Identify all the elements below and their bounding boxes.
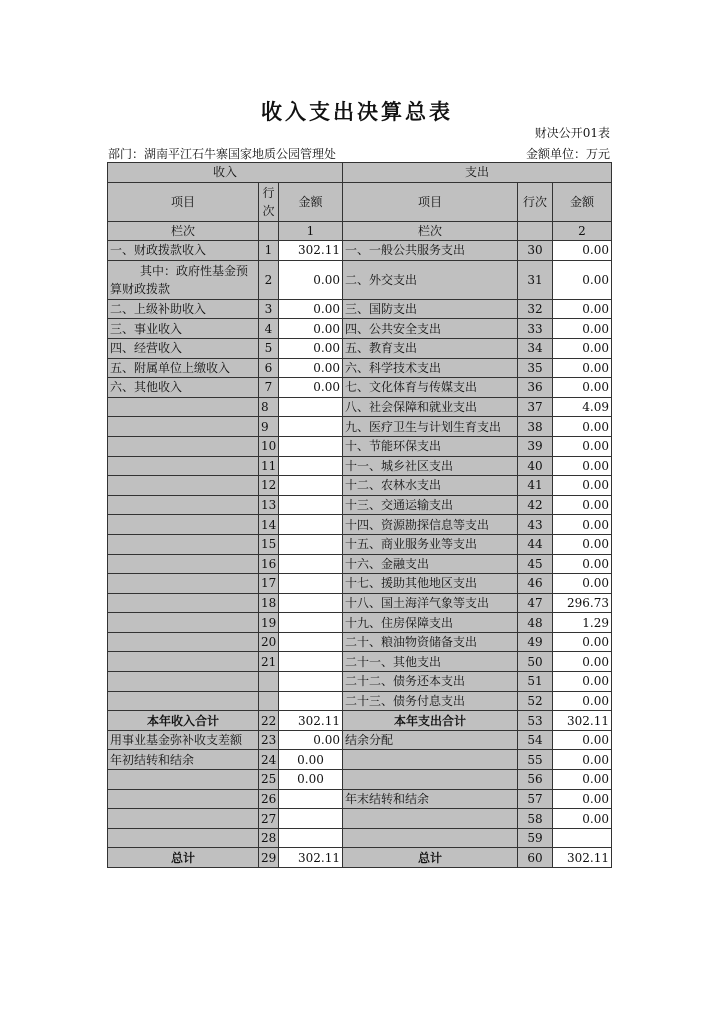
income-amount (279, 789, 343, 809)
table-row (108, 338, 612, 358)
income-amount: 0.00 (279, 770, 343, 790)
income-amount (279, 574, 343, 594)
expense-amount: 0.00 (553, 515, 612, 535)
expense-line-no: 40 (518, 456, 553, 476)
expense-line-no: 35 (518, 358, 553, 378)
expense-item: 十三、交通运输支出 (343, 495, 518, 515)
expense-amount: 1.29 (553, 613, 612, 633)
income-amount: 0.00 (279, 378, 343, 398)
expense-amount: 0.00 (553, 319, 612, 339)
expense-line-no: 30 (518, 241, 553, 261)
income-line-no: 2 (259, 260, 279, 299)
income-amount (279, 534, 343, 554)
income-amount-header: 金额 (279, 182, 343, 221)
income-amount (279, 515, 343, 535)
income-item (108, 652, 259, 672)
expense-item: 年末结转和结余 (343, 789, 518, 809)
expense-line-no: 31 (518, 260, 553, 299)
blank-cell (518, 221, 553, 241)
expense-amount-header: 金额 (553, 182, 612, 221)
income-amount (279, 397, 343, 417)
income-item: 其中：政府性基金预算财政拨款 (108, 260, 259, 299)
income-line-no: 5 (259, 338, 279, 358)
table-row (108, 711, 612, 731)
income-amount (279, 456, 343, 476)
expense-item: 二十二、债务还本支出 (343, 672, 518, 692)
income-item (108, 476, 259, 496)
expense-amount: 0.00 (553, 241, 612, 261)
income-line-no-header: 行次 (259, 182, 279, 221)
expense-line-no: 47 (518, 593, 553, 613)
income-item (108, 632, 259, 652)
table-row (108, 828, 612, 848)
table-row (108, 554, 612, 574)
expense-amount: 0.00 (553, 358, 612, 378)
income-item (108, 397, 259, 417)
income-amount (279, 632, 343, 652)
expense-line-no: 50 (518, 652, 553, 672)
expense-item (343, 750, 518, 770)
expense-item (343, 828, 518, 848)
income-line-no: 21 (259, 652, 279, 672)
income-item (108, 672, 259, 692)
expense-line-no: 56 (518, 770, 553, 790)
income-line-no: 9 (259, 417, 279, 437)
expense-amount: 0.00 (553, 378, 612, 398)
income-amount (279, 436, 343, 456)
expense-item: 一、一般公共服务支出 (343, 241, 518, 261)
form-number: 财决公开01表 (534, 126, 610, 140)
expense-item: 十一、城乡社区支出 (343, 456, 518, 476)
expense-line-no: 58 (518, 809, 553, 829)
expense-amount: 0.00 (553, 632, 612, 652)
expense-item: 八、社会保障和就业支出 (343, 397, 518, 417)
expense-item: 总计 (343, 848, 518, 868)
income-item (108, 613, 259, 633)
table-row (108, 730, 612, 750)
income-amount: 302.11 (279, 241, 343, 261)
expense-item: 二十三、债务付息支出 (343, 691, 518, 711)
expense-line-no: 55 (518, 750, 553, 770)
expense-amount: 0.00 (553, 476, 612, 496)
income-line-no: 12 (259, 476, 279, 496)
income-amount: 302.11 (279, 848, 343, 868)
expense-item: 二、外交支出 (343, 260, 518, 299)
table-row (108, 574, 612, 594)
blank-cell (259, 221, 279, 241)
expense-amount: 296.73 (553, 593, 612, 613)
table-row (108, 534, 612, 554)
amount-unit-label: 金额单位：万元 (525, 147, 610, 161)
income-amount: 0.00 (279, 730, 343, 750)
table-row (108, 848, 612, 868)
income-item (108, 456, 259, 476)
income-amount (279, 593, 343, 613)
income-item (108, 574, 259, 594)
table-row (108, 495, 612, 515)
income-header: 收入 (108, 163, 343, 183)
expense-line-no: 34 (518, 338, 553, 358)
income-line-no: 8 (259, 397, 279, 417)
expense-line-no: 37 (518, 397, 553, 417)
income-line-no: 14 (259, 515, 279, 535)
expense-item: 十、节能环保支出 (343, 436, 518, 456)
expense-item: 十八、国土海洋气象等支出 (343, 593, 518, 613)
income-line-no: 3 (259, 299, 279, 319)
income-line-no: 16 (259, 554, 279, 574)
income-line-no: 28 (259, 828, 279, 848)
income-item (108, 770, 259, 790)
income-item (108, 515, 259, 535)
expense-amount (553, 828, 612, 848)
expense-line-no: 60 (518, 848, 553, 868)
expense-line-no: 32 (518, 299, 553, 319)
income-line-no: 7 (259, 378, 279, 398)
income-amount (279, 495, 343, 515)
expense-line-no: 52 (518, 691, 553, 711)
income-item: 一、财政拨款收入 (108, 241, 259, 261)
income-line-no (259, 691, 279, 711)
income-item (108, 417, 259, 437)
income-amount: 302.11 (279, 711, 343, 731)
expense-item: 五、教育支出 (343, 338, 518, 358)
expense-line-no: 33 (518, 319, 553, 339)
expense-line-no: 38 (518, 417, 553, 437)
income-amount (279, 828, 343, 848)
expense-line-no: 46 (518, 574, 553, 594)
income-item (108, 809, 259, 829)
table-row (108, 691, 612, 711)
table-row (108, 436, 612, 456)
table-row (108, 319, 612, 339)
expense-item: 三、国防支出 (343, 299, 518, 319)
table-row (108, 260, 612, 299)
page-title: 收入支出决算总表 (261, 100, 453, 124)
expense-line-no: 51 (518, 672, 553, 692)
income-line-no: 27 (259, 809, 279, 829)
income-item: 六、其他收入 (108, 378, 259, 398)
expense-line-no: 49 (518, 632, 553, 652)
table-row (108, 593, 612, 613)
income-item: 五、附属单位上缴收入 (108, 358, 259, 378)
expense-item: 九、医疗卫生与计划生育支出 (343, 417, 518, 437)
expense-amount: 0.00 (553, 789, 612, 809)
income-item: 总计 (108, 848, 259, 868)
table-row (108, 613, 612, 633)
income-item: 四、经营收入 (108, 338, 259, 358)
table-row (108, 789, 612, 809)
expense-line-no: 43 (518, 515, 553, 535)
expense-item: 十四、资源勘探信息等支出 (343, 515, 518, 535)
income-line-no: 23 (259, 730, 279, 750)
income-item (108, 534, 259, 554)
income-item (108, 593, 259, 613)
column-label-left: 栏次 (108, 221, 259, 241)
expense-item: 六、科学技术支出 (343, 358, 518, 378)
table-row (108, 241, 612, 261)
expense-line-no: 36 (518, 378, 553, 398)
expense-amount: 0.00 (553, 338, 612, 358)
income-item (108, 828, 259, 848)
income-amount (279, 652, 343, 672)
expense-item: 七、文化体育与传媒支出 (343, 378, 518, 398)
expense-line-no: 42 (518, 495, 553, 515)
expense-item: 本年支出合计 (343, 711, 518, 731)
expense-amount: 0.00 (553, 260, 612, 299)
expense-item (343, 809, 518, 829)
expense-line-no: 44 (518, 534, 553, 554)
expense-item: 十六、金融支出 (343, 554, 518, 574)
expense-item: 四、公共安全支出 (343, 319, 518, 339)
expense-amount: 0.00 (553, 652, 612, 672)
income-item (108, 691, 259, 711)
income-item: 本年收入合计 (108, 711, 259, 731)
expense-amount: 0.00 (553, 750, 612, 770)
expense-amount: 0.00 (553, 299, 612, 319)
income-amount: 0.00 (279, 260, 343, 299)
table-row (108, 750, 612, 770)
expense-amount: 0.00 (553, 436, 612, 456)
income-item: 三、事业收入 (108, 319, 259, 339)
income-line-no (259, 672, 279, 692)
income-line-no: 22 (259, 711, 279, 731)
income-amount (279, 417, 343, 437)
income-line-no: 6 (259, 358, 279, 378)
expense-item: 二十、粮油物资储备支出 (343, 632, 518, 652)
income-line-no: 15 (259, 534, 279, 554)
expense-amount: 0.00 (553, 574, 612, 594)
income-item (108, 436, 259, 456)
income-expense-table (107, 162, 612, 868)
income-line-no: 26 (259, 789, 279, 809)
expense-line-no-header: 行次 (518, 182, 553, 221)
expense-item-header: 项目 (343, 182, 518, 221)
expense-amount: 0.00 (553, 534, 612, 554)
table-row (108, 672, 612, 692)
expense-amount: 0.00 (553, 456, 612, 476)
income-item: 二、上级补助收入 (108, 299, 259, 319)
expense-amount: 0.00 (553, 417, 612, 437)
expense-item: 十九、住房保障支出 (343, 613, 518, 633)
column-number-1: 1 (279, 221, 343, 241)
income-item (108, 789, 259, 809)
expense-amount: 0.00 (553, 770, 612, 790)
table-row (108, 476, 612, 496)
expense-line-no: 41 (518, 476, 553, 496)
table-row (108, 515, 612, 535)
income-item (108, 495, 259, 515)
table-row (108, 299, 612, 319)
income-line-no: 25 (259, 770, 279, 790)
column-label-right: 栏次 (343, 221, 518, 241)
income-line-no: 19 (259, 613, 279, 633)
expense-item (343, 770, 518, 790)
table-row (108, 809, 612, 829)
income-item: 用事业基金弥补收支差额 (108, 730, 259, 750)
table-row (108, 358, 612, 378)
table-row (108, 397, 612, 417)
expense-item: 结余分配 (343, 730, 518, 750)
income-line-no: 18 (259, 593, 279, 613)
expense-line-no: 45 (518, 554, 553, 574)
income-item (108, 554, 259, 574)
expense-amount: 0.00 (553, 730, 612, 750)
income-line-no: 29 (259, 848, 279, 868)
expense-amount: 0.00 (553, 672, 612, 692)
table-row (108, 770, 612, 790)
income-amount: 0.00 (279, 358, 343, 378)
expense-amount: 0.00 (553, 495, 612, 515)
expense-line-no: 48 (518, 613, 553, 633)
expense-amount: 0.00 (553, 554, 612, 574)
income-amount: 0.00 (279, 319, 343, 339)
expense-item: 十七、援助其他地区支出 (343, 574, 518, 594)
income-amount (279, 476, 343, 496)
income-line-no: 24 (259, 750, 279, 770)
income-line-no: 4 (259, 319, 279, 339)
income-item-header: 项目 (108, 182, 259, 221)
table-row (108, 378, 612, 398)
expense-item: 十五、商业服务业等支出 (343, 534, 518, 554)
income-line-no: 13 (259, 495, 279, 515)
table-row (108, 632, 612, 652)
expense-amount: 302.11 (553, 848, 612, 868)
income-line-no: 11 (259, 456, 279, 476)
income-amount: 0.00 (279, 338, 343, 358)
income-amount (279, 672, 343, 692)
column-number-2: 2 (553, 221, 612, 241)
income-amount: 0.00 (279, 750, 343, 770)
expense-amount: 4.09 (553, 397, 612, 417)
expense-line-no: 54 (518, 730, 553, 750)
expense-line-no: 57 (518, 789, 553, 809)
table-row (108, 456, 612, 476)
income-amount (279, 691, 343, 711)
expense-line-no: 59 (518, 828, 553, 848)
section-header-row (108, 163, 612, 183)
income-amount: 0.00 (279, 299, 343, 319)
expense-amount: 0.00 (553, 809, 612, 829)
expense-line-no: 53 (518, 711, 553, 731)
column-header-row (108, 182, 612, 221)
table-row (108, 417, 612, 437)
expense-item: 二十一、其他支出 (343, 652, 518, 672)
expense-amount: 0.00 (553, 691, 612, 711)
income-amount (279, 809, 343, 829)
income-line-no: 17 (259, 574, 279, 594)
column-number-row (108, 221, 612, 241)
expense-item: 十二、农林水支出 (343, 476, 518, 496)
expense-amount: 302.11 (553, 711, 612, 731)
department-label: 部门：湖南平江石牛寨国家地质公园管理处 (108, 147, 337, 161)
income-line-no: 10 (259, 436, 279, 456)
table-row (108, 652, 612, 672)
income-line-no: 20 (259, 632, 279, 652)
income-item: 年初结转和结余 (108, 750, 259, 770)
income-amount (279, 554, 343, 574)
income-line-no: 1 (259, 241, 279, 261)
income-amount (279, 613, 343, 633)
expense-header: 支出 (343, 163, 612, 183)
expense-line-no: 39 (518, 436, 553, 456)
